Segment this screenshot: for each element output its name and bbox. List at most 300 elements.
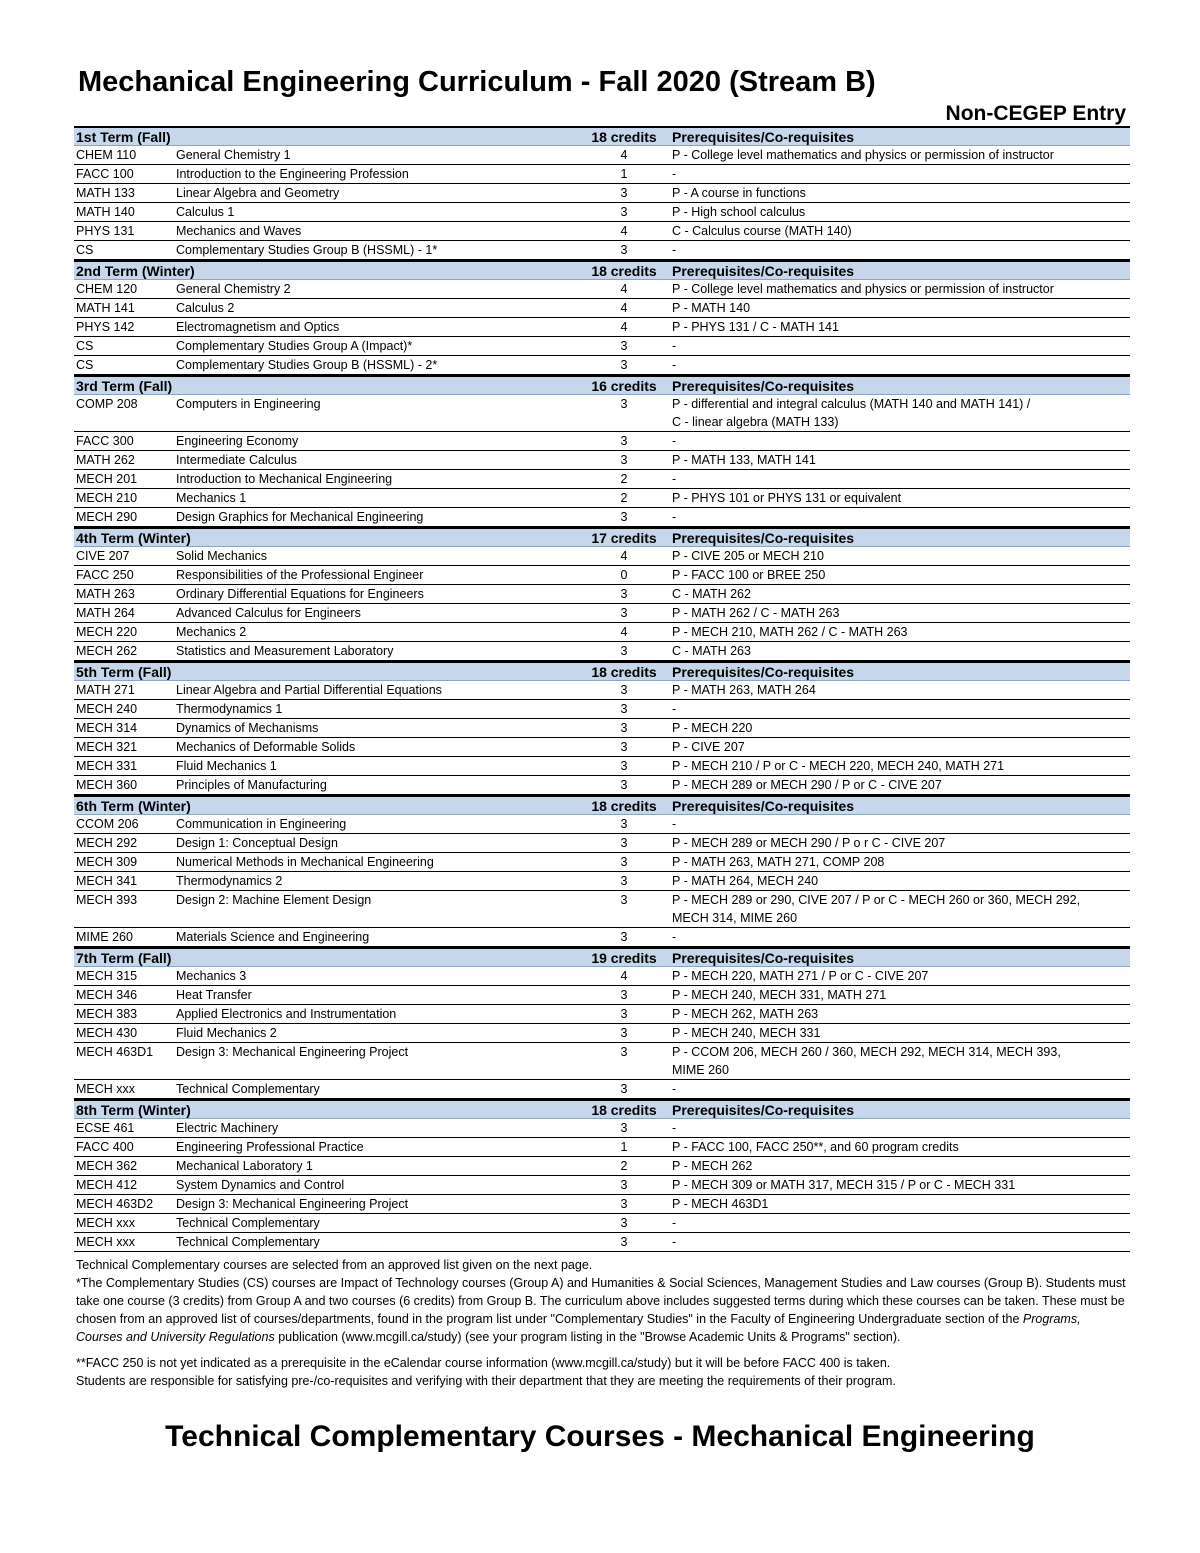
course-code: COMP 208 [76,397,138,411]
term-credits: 17 credits [591,529,657,546]
course-credits: 3 [620,606,628,620]
course-code: CHEM 120 [76,282,138,296]
course-code: MATH 263 [76,587,135,601]
course-code: MECH 383 [76,1007,138,1021]
course-title: Technical Complementary [176,1216,320,1230]
course-title: Introduction to Mechanical Engineering [176,472,393,486]
course-code: MECH 292 [76,836,138,850]
course-prereq-line: P - MATH 133, MATH 141 [672,453,816,467]
course-title: Mechanics 3 [176,969,247,983]
course-row [74,928,1130,947]
term-prereq-header: Prerequisites/Co-requisites [672,949,855,966]
course-title: Complementary Studies Group A (Impact)* [176,339,413,353]
course-prereq-line: - [672,358,677,372]
course-prereq-line: P - FACC 100, FACC 250**, and 60 program credits [672,1140,959,1154]
course-title: Introduction to the Engineering Profession [176,167,409,181]
course-row [74,318,1130,337]
course-code: CS [76,243,94,257]
term-prereq-header: Prerequisites/Co-requisites [672,663,855,680]
course-code: MECH 240 [76,702,138,716]
course-code: FACC 100 [76,167,134,181]
course-credits: 3 [620,434,628,448]
course-code: PHYS 131 [76,224,135,238]
term-section [74,260,1130,375]
course-row [74,547,1130,566]
course-prereq-line: - [672,1216,677,1230]
course-prereq [672,604,1130,622]
course-title: Fluid Mechanics 1 [176,759,277,773]
course-title: Materials Science and Engineering [176,930,370,944]
course-code: CHEM 110 [76,148,137,162]
course-credits: 4 [620,148,628,162]
course-row [74,299,1130,318]
term-section [74,947,1130,1099]
course-credits: 3 [620,759,628,773]
term-credits: 16 credits [591,377,657,394]
course-row [74,853,1130,872]
course-row [74,738,1130,757]
course-credits: 3 [620,1197,628,1211]
course-title: Complementary Studies Group B (HSSML) - 1* [176,243,438,257]
course-code: CS [76,358,94,372]
course-credits: 3 [620,205,628,219]
course-prereq-line: P - MATH 263, MATH 271, COMP 208 [672,855,885,869]
course-row [74,203,1130,222]
course-prereq [672,700,1130,718]
course-title: Design 2: Machine Element Design [176,893,372,907]
course-code: MECH 463D1 [76,1045,154,1059]
course-row [74,776,1130,795]
course-credits: 4 [620,625,628,639]
course-prereq [672,1119,1130,1137]
term-name: 1st Term (Fall) [76,128,171,145]
term-prereq-header: Prerequisites/Co-requisites [672,377,855,394]
course-title: Complementary Studies Group B (HSSML) - 2* [176,358,438,372]
course-code: CCOM 206 [76,817,139,831]
course-prereq-line: P - MATH 263, MATH 264 [672,683,816,697]
term-header [74,947,1130,967]
course-title: Linear Algebra and Geometry [176,186,340,200]
course-prereq [672,241,1130,259]
course-row [74,432,1130,451]
course-row [74,872,1130,891]
course-prereq [672,776,1130,794]
course-prereq [672,203,1130,221]
term-prereq-header: Prerequisites/Co-requisites [672,128,855,145]
term-section [74,795,1130,947]
course-prereq [672,299,1130,317]
course-code: MECH xxx [76,1082,136,1096]
course-title: Solid Mechanics [176,549,268,563]
course-prereq-line: - [672,930,677,944]
term-credits: 18 credits [591,128,657,145]
course-row [74,566,1130,585]
course-prereq-line: P - MECH 289 or MECH 290 / P or C - CIVE 207 [672,778,942,792]
term-credits: 18 credits [591,797,657,814]
course-code: FACC 400 [76,1140,134,1154]
course-credits: 3 [620,1235,628,1249]
course-row [74,834,1130,853]
course-prereq-line: - [672,167,677,181]
course-prereq [672,967,1130,985]
term-prereq-header: Prerequisites/Co-requisites [672,1101,855,1118]
course-prereq-line: P - PHYS 131 / C - MATH 141 [672,320,839,334]
course-title: Advanced Calculus for Engineers [176,606,361,620]
course-code: CIVE 207 [76,549,130,563]
course-prereq-line: P - College level mathematics and physics or permission of instructor [672,282,1054,296]
course-code: MIME 260 [76,930,133,944]
course-row [74,184,1130,203]
course-prereq-line: C - Calculus course (MATH 140) [672,224,852,238]
course-credits: 3 [620,1082,628,1096]
term-header [74,795,1130,815]
term-section [74,375,1130,527]
course-prereq [672,547,1130,565]
course-row [74,642,1130,661]
course-prereq-line: P - MATH 262 / C - MATH 263 [672,606,840,620]
course-title: Engineering Professional Practice [176,1140,364,1154]
course-title: Mechanics of Deformable Solids [176,740,356,754]
course-prereq-line: - [672,1121,677,1135]
course-credits: 4 [620,282,628,296]
course-title: Technical Complementary [176,1235,320,1249]
course-row [74,623,1130,642]
course-row [74,241,1130,260]
course-credits: 3 [620,930,628,944]
course-row [74,1043,1130,1080]
course-code: MECH 393 [76,893,138,907]
note-cs-part2: publication (www.mcgill.ca/study) (see your program listing in the "Browse Academic Units & Programs" section). [274,1330,901,1344]
course-code: MECH 210 [76,491,138,505]
course-prereq [672,642,1130,660]
course-prereq-line: P - MECH 262 [672,1159,753,1173]
course-prereq-line: - [672,817,677,831]
course-prereq [672,1176,1130,1194]
course-row [74,891,1130,928]
course-credits: 3 [620,510,628,524]
course-prereq-line: C - MATH 263 [672,644,751,658]
course-credits: 3 [620,397,628,411]
course-prereq-line: P - MECH 309 or MATH 317, MECH 315 / P or C - MECH 331 [672,1178,1016,1192]
course-title: Electric Machinery [176,1121,279,1135]
course-title: Applied Electronics and Instrumentation [176,1007,397,1021]
course-prereq [672,318,1130,336]
course-code: MECH 360 [76,778,138,792]
course-title: System Dynamics and Control [176,1178,345,1192]
note-technical-complementary: Technical Complementary courses are selected from an approved list given on the next page. [76,1258,593,1272]
term-name: 3rd Term (Fall) [76,377,173,394]
course-prereq [672,834,1130,852]
course-code: MECH xxx [76,1235,136,1249]
course-row [74,1138,1130,1157]
course-credits: 3 [620,644,628,658]
course-title: Responsibilities of the Professional Engineer [176,568,424,582]
course-row [74,815,1130,834]
course-code: FACC 250 [76,568,134,582]
note-facc-250: **FACC 250 is not yet indicated as a prerequisite in the eCalendar course information (www.mcgill.ca/study) but it will be before FACC 400 is taken. [76,1356,891,1370]
course-prereq-line: P - MECH 210, MATH 262 / C - MATH 263 [672,625,908,639]
course-prereq [672,451,1130,469]
course-prereq [672,1233,1130,1251]
course-prereq-line: P - High school calculus [672,205,806,219]
course-prereq [672,1005,1130,1023]
course-credits: 3 [620,855,628,869]
course-row [74,1119,1130,1138]
course-title: Design Graphics for Mechanical Engineering [176,510,424,524]
course-prereq [672,1024,1130,1042]
course-title: Technical Complementary [176,1082,320,1096]
course-title: Principles of Manufacturing [176,778,327,792]
course-credits: 3 [620,587,628,601]
course-credits: 1 [620,1140,628,1154]
course-row [74,146,1130,165]
course-code: MECH 321 [76,740,138,754]
course-prereq [672,681,1130,699]
term-credits: 18 credits [591,663,657,680]
course-code: MATH 141 [76,301,135,315]
course-row [74,986,1130,1005]
term-credits: 19 credits [591,949,657,966]
course-credits: 4 [620,549,628,563]
course-prereq [672,928,1130,946]
course-title: Ordinary Differential Equations for Engineers [176,587,424,601]
course-prereq-line: P - A course in functions [672,186,806,200]
course-row [74,165,1130,184]
course-title: Mechanics 1 [176,491,247,505]
course-credits: 3 [620,243,628,257]
course-row [74,585,1130,604]
course-prereq-line: P - CIVE 207 [672,740,745,754]
course-code: MATH 140 [76,205,135,219]
course-credits: 3 [620,988,628,1002]
course-credits: 3 [620,1121,628,1135]
curriculum-table [74,126,1130,1252]
course-prereq [672,623,1130,641]
term-section [74,126,1130,260]
course-row [74,489,1130,508]
course-row [74,395,1130,432]
course-credits: 3 [620,358,628,372]
course-code: MECH 314 [76,721,138,735]
course-title: Electromagnetism and Optics [176,320,340,334]
course-prereq-line: P - CCOM 206, MECH 260 / 360, MECH 292, MECH 314, MECH 393, [672,1045,1061,1059]
course-title: Heat Transfer [176,988,252,1002]
course-credits: 4 [620,969,628,983]
course-credits: 2 [620,1159,628,1173]
course-prereq [672,470,1130,488]
course-code: MECH 201 [76,472,138,486]
course-row [74,604,1130,623]
course-prereq [672,432,1130,450]
term-prereq-header: Prerequisites/Co-requisites [672,797,855,814]
note-student-responsibility: Students are responsible for satisfying pre-/co-requisites and verifying with their department that they are meeting the requirements of their program. [76,1374,896,1388]
course-title: Engineering Economy [176,434,299,448]
course-credits: 3 [620,740,628,754]
course-credits: 3 [620,186,628,200]
course-row [74,1005,1130,1024]
course-title: Calculus 2 [176,301,235,315]
course-row [74,1157,1130,1176]
course-code: MECH 290 [76,510,138,524]
term-section [74,527,1130,661]
course-credits: 3 [620,683,628,697]
course-row [74,757,1130,776]
course-title: Computers in Engineering [176,397,321,411]
course-prereq-line: - [672,1235,677,1249]
course-prereq-line: - [672,1082,677,1096]
course-credits: 3 [620,874,628,888]
course-code: PHYS 142 [76,320,135,334]
course-prereq-line: P - FACC 100 or BREE 250 [672,568,826,582]
course-code: MECH 412 [76,1178,138,1192]
course-prereq [672,1138,1130,1156]
course-credits: 3 [620,702,628,716]
course-title: Design 1: Conceptual Design [176,836,338,850]
course-row [74,451,1130,470]
course-prereq [672,165,1130,183]
course-prereq [672,1080,1130,1098]
page-subtitle: Non-CEGEP Entry [945,102,1126,125]
term-name: 4th Term (Winter) [76,529,191,546]
term-name: 5th Term (Fall) [76,663,172,680]
course-prereq [672,986,1130,1004]
term-name: 2nd Term (Winter) [76,262,195,279]
course-credits: 3 [620,778,628,792]
course-credits: 3 [620,893,628,907]
course-title: Mechanics 2 [176,625,247,639]
course-prereq [672,489,1130,507]
course-prereq-line: P - MECH 240, MECH 331 [672,1026,821,1040]
course-prereq [672,1043,1130,1079]
course-row [74,337,1130,356]
course-credits: 2 [620,491,628,505]
course-title: Intermediate Calculus [176,453,297,467]
course-prereq [672,222,1130,240]
course-prereq-line: P - MECH 240, MECH 331, MATH 271 [672,988,887,1002]
course-prereq-line: P - MATH 140 [672,301,751,315]
course-prereq-line: P - MECH 289 or MECH 290 / P o r C - CIVE 207 [672,836,946,850]
course-row [74,508,1130,527]
course-title: Communication in Engineering [176,817,347,831]
course-code: MECH 341 [76,874,138,888]
course-code: MECH 463D2 [76,1197,154,1211]
note-complementary-studies [76,1274,1130,1346]
course-row [74,719,1130,738]
course-credits: 3 [620,721,628,735]
course-prereq-line: P - MECH 289 or 290, CIVE 207 / P or C - MECH 260 or 360, MECH 292, [672,893,1081,907]
course-prereq-line: - [672,702,677,716]
course-code: MECH 362 [76,1159,138,1173]
course-title: Calculus 1 [176,205,235,219]
term-header [74,260,1130,280]
course-prereq [672,585,1130,603]
course-row [74,1233,1130,1252]
course-title: Mechanical Laboratory 1 [176,1159,313,1173]
course-code: MATH 271 [76,683,135,697]
course-credits: 3 [620,836,628,850]
course-prereq-line: P - MECH 220 [672,721,753,735]
course-code: MATH 264 [76,606,135,620]
course-prereq [672,853,1130,871]
course-prereq-line: P - MECH 463D1 [672,1197,769,1211]
course-code: MECH 331 [76,759,138,773]
course-prereq [672,337,1130,355]
course-row [74,280,1130,299]
course-row [74,356,1130,375]
course-prereq [672,757,1130,775]
course-prereq-line: - [672,339,677,353]
term-credits: 18 credits [591,1101,657,1118]
course-prereq-line: - [672,472,677,486]
course-prereq [672,146,1130,164]
course-prereq-line: - [672,434,677,448]
footer-title: Technical Complementary Courses - Mechanical Engineering [165,1420,1035,1453]
course-credits: 2 [620,472,628,486]
notes-section [76,1256,1130,1390]
course-row [74,700,1130,719]
course-credits: 3 [620,1007,628,1021]
term-header [74,375,1130,395]
course-prereq [672,508,1130,526]
course-row [74,1080,1130,1099]
course-credits: 3 [620,1178,628,1192]
course-prereq [672,280,1130,298]
course-credits: 1 [620,167,628,181]
course-row [74,1176,1130,1195]
course-code: MECH 262 [76,644,138,658]
course-title: Fluid Mechanics 2 [176,1026,277,1040]
course-prereq-line: - [672,510,677,524]
course-code: FACC 300 [76,434,134,448]
course-row [74,470,1130,489]
course-title: Mechanics and Waves [176,224,302,238]
course-prereq-line: P - PHYS 101 or PHYS 131 or equivalent [672,491,902,505]
course-row [74,1024,1130,1043]
course-credits: 3 [620,817,628,831]
course-credits: 4 [620,224,628,238]
course-title: Statistics and Measurement Laboratory [176,644,394,658]
course-prereq [672,891,1130,927]
term-header [74,527,1130,547]
course-title: Numerical Methods in Mechanical Engineering [176,855,434,869]
term-name: 7th Term (Fall) [76,949,172,966]
term-header [74,1099,1130,1119]
course-prereq-line: - [672,243,677,257]
course-code: MECH 430 [76,1026,138,1040]
course-prereq-line: P - differential and integral calculus (MATH 140 and MATH 141) / [672,397,1031,411]
course-title: Design 3: Mechanical Engineering Project [176,1045,409,1059]
course-code: CS [76,339,94,353]
course-prereq [672,1214,1130,1232]
course-title: Dynamics of Mechanisms [176,721,319,735]
term-section [74,661,1130,795]
course-prereq-line: MECH 314, MIME 260 [672,911,798,925]
term-credits: 18 credits [591,262,657,279]
term-name: 6th Term (Winter) [76,797,191,814]
course-code: MECH 220 [76,625,138,639]
course-row [74,967,1130,986]
course-title: General Chemistry 1 [176,148,291,162]
course-prereq-line: C - linear algebra (MATH 133) [672,415,839,429]
course-row [74,1195,1130,1214]
term-header [74,661,1130,681]
course-prereq-line: P - CIVE 205 or MECH 210 [672,549,824,563]
course-prereq [672,815,1130,833]
term-section [74,1099,1130,1252]
course-credits: 4 [620,301,628,315]
course-title: Design 3: Mechanical Engineering Project [176,1197,409,1211]
course-code: MATH 262 [76,453,135,467]
